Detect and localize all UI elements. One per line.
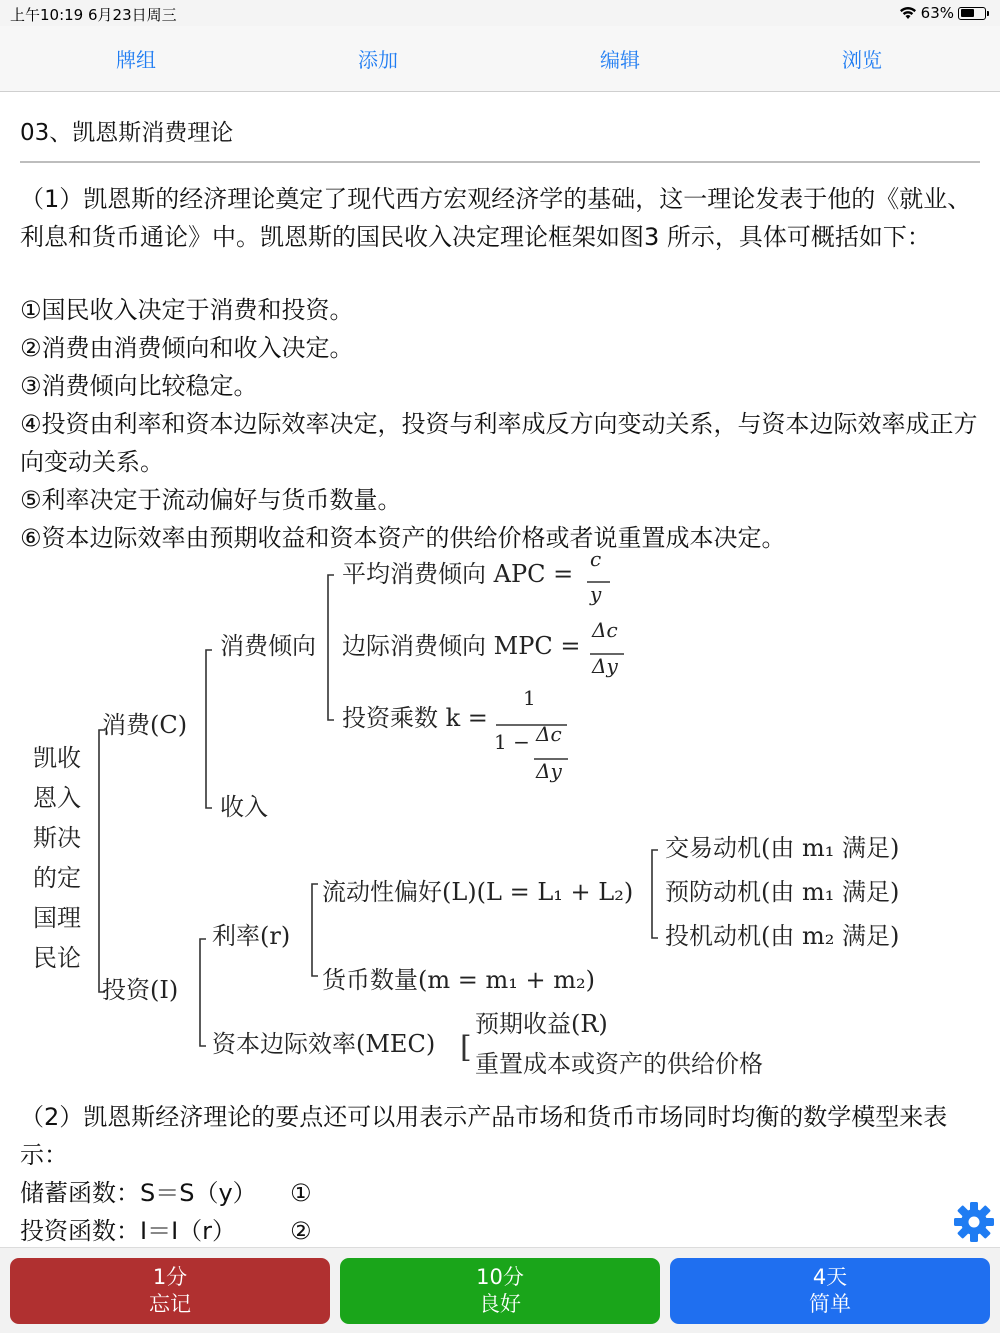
tab-edit[interactable]: 编辑 [600, 48, 640, 72]
root-line-1: 凯收 [33, 744, 81, 772]
good-interval: 10分 [476, 1265, 524, 1289]
root-line-2: 恩入 [33, 784, 81, 812]
point-3: ③消费倾向比较稳定。 [20, 372, 258, 400]
point-4: ④投资由利率和资本边际效率决定，投资与利率成反方向变动关系，与资本边际效率成正方向变动关系。 [20, 410, 978, 476]
again-interval: 1分 [152, 1265, 188, 1289]
node-mec: 资本边际效率(MEC) [212, 1030, 436, 1058]
battery-icon [958, 7, 986, 20]
root-line-6: 民论 [33, 944, 81, 972]
easy-button[interactable] [670, 1258, 990, 1324]
again-button[interactable] [10, 1258, 330, 1324]
status-time: 上午10:19 6月23日周三 [10, 6, 177, 24]
node-money-supply: 货币数量(m = m₁ + m₂) [322, 966, 595, 994]
motive-precaution: 预防动机(由 m₁ 满足) [665, 878, 900, 906]
mpc-numerator: Δc [592, 618, 618, 642]
node-consumption: 消费(C) [102, 711, 188, 739]
tab-add[interactable]: 添加 [358, 48, 398, 72]
framework-diagram [20, 547, 980, 1087]
apc-numerator: c [590, 547, 602, 571]
multiplier-inner-numerator: Δc [536, 722, 562, 746]
replacement-cost: 重置成本或资产的供给价格 [475, 1050, 763, 1078]
card-content[interactable] [0, 92, 1000, 1247]
mpc-denominator: Δy [592, 654, 618, 678]
paragraph-intro: （1）凯恩斯的经济理论奠定了现代西方宏观经济学的基础，这一理论发表于他的《就业、利息和货币通论》中。凯恩斯的国民收入决定理论框架如图3 所示，具体可概括如下： [20, 185, 972, 251]
root-line-5: 国理 [33, 904, 81, 932]
battery-fill [961, 9, 975, 17]
gear-icon[interactable] [952, 1200, 996, 1244]
expected-return: 预期收益(R) [475, 1010, 608, 1038]
multiplier-label: 投资乘数 k = [342, 704, 488, 732]
node-interest: 利率(r) [212, 922, 291, 950]
root-line-3: 斯决 [33, 824, 81, 852]
multiplier-numerator: 1 [523, 686, 536, 710]
point-1: ①国民收入决定于消费和投资。 [20, 296, 354, 324]
node-liquidity: 流动性偏好(L)(L = L₁ + L₂) [322, 878, 634, 906]
good-button[interactable] [340, 1258, 660, 1324]
paragraph-model: （2）凯恩斯经济理论的要点还可以用表示产品市场和货币市场同时均衡的数学模型来表示： [20, 1103, 948, 1169]
battery-percent: 63% [920, 4, 954, 22]
motive-transaction: 交易动机(由 m₁ 满足) [665, 834, 900, 862]
mpc-label: 边际消费倾向 MPC = [342, 632, 581, 660]
apc-label: 平均消费倾向 APC = [342, 560, 574, 588]
savings-function-number: ① [290, 1179, 312, 1207]
node-propensity: 消费倾向 [220, 632, 316, 660]
card-title: 03、凯恩斯消费理论 [20, 120, 234, 146]
top-toolbar [0, 26, 1000, 92]
good-label: 良好 [479, 1292, 521, 1316]
tab-decks[interactable]: 牌组 [116, 48, 156, 72]
multiplier-inner-denominator: Δy [536, 759, 562, 783]
motive-speculation: 投机动机(由 m₂ 满足) [665, 922, 900, 950]
point-6: ⑥资本边际效率由预期收益和资本资产的供给价格或者说重置成本决定。 [20, 524, 786, 552]
status-right [899, 4, 986, 22]
status-bar [0, 0, 1000, 26]
wifi-icon [899, 6, 917, 20]
apc-denominator: y [590, 582, 602, 606]
point-2: ②消费由消费倾向和收入决定。 [20, 334, 354, 362]
tab-browse[interactable]: 浏览 [842, 48, 882, 72]
savings-function: 储蓄函数：S＝S（y） [20, 1179, 257, 1207]
investment-function: 投资函数：I＝I（r） [20, 1217, 237, 1245]
node-investment: 投资(I) [102, 976, 179, 1004]
multiplier-denominator-prefix: 1 − [494, 730, 530, 754]
answer-bar [0, 1247, 1000, 1333]
easy-label: 简单 [809, 1292, 851, 1316]
root-line-4: 的定 [33, 864, 81, 892]
point-5: ⑤利率决定于流动偏好与货币数量。 [20, 486, 402, 514]
easy-interval: 4天 [812, 1265, 848, 1289]
title-divider [20, 161, 980, 163]
node-income: 收入 [220, 793, 268, 821]
again-label: 忘记 [149, 1292, 191, 1316]
investment-function-number: ② [290, 1217, 312, 1245]
mec-bracket: [ [460, 1030, 472, 1065]
